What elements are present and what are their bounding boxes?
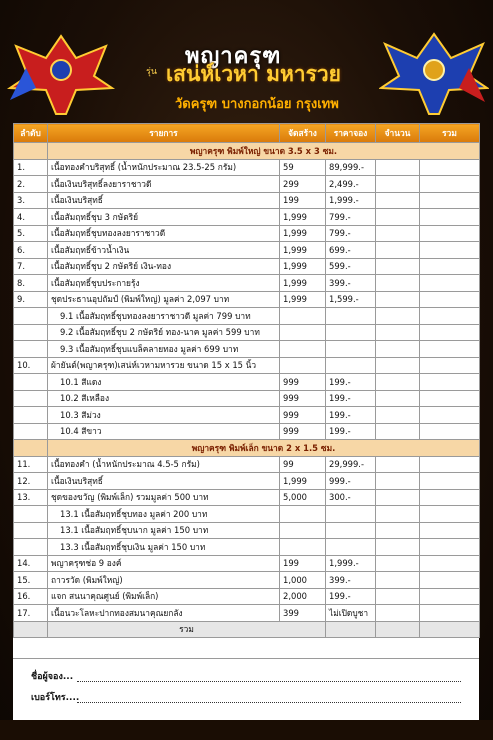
row-qty-cell[interactable] xyxy=(376,555,420,572)
row-no: 14. xyxy=(14,555,48,572)
row-qty-cell[interactable] xyxy=(376,572,420,589)
table-row xyxy=(14,275,480,292)
row-price xyxy=(326,522,376,539)
temple-name: วัดครุฑ บางกอกน้อย กรุงเทพ xyxy=(175,97,339,112)
row-qty-cell[interactable] xyxy=(376,489,420,506)
row-price: 599.- xyxy=(326,258,376,275)
row-total-cell[interactable] xyxy=(420,159,480,176)
row-qty-cell[interactable] xyxy=(376,159,420,176)
row-qty-cell[interactable] xyxy=(376,390,420,407)
section-row xyxy=(14,440,480,457)
garuda-emblem-right-icon xyxy=(379,28,489,118)
row-total-cell[interactable] xyxy=(420,176,480,193)
row-no: 11. xyxy=(14,456,48,473)
row-no: 15. xyxy=(14,572,48,589)
table-row xyxy=(14,357,480,374)
table-row xyxy=(14,473,480,490)
table-row xyxy=(14,225,480,242)
row-total-cell[interactable] xyxy=(420,588,480,605)
row-no: 10. xyxy=(14,357,48,374)
title-prefix: รุ่น xyxy=(146,67,157,77)
row-price xyxy=(326,341,376,358)
row-no: 8. xyxy=(14,275,48,292)
row-total-cell[interactable] xyxy=(420,341,480,358)
row-qty-cell[interactable] xyxy=(376,473,420,490)
table-row xyxy=(14,539,480,556)
row-price: 199.- xyxy=(326,374,376,391)
price-table xyxy=(13,123,480,638)
row-price: 799.- xyxy=(326,209,376,226)
table-row xyxy=(14,605,480,622)
table-row xyxy=(14,423,480,440)
row-total-cell[interactable] xyxy=(420,522,480,539)
row-no: 3. xyxy=(14,192,48,209)
row-price: ไม่เปิดบูชา xyxy=(326,605,376,622)
title-main: พญาครุฑ xyxy=(185,44,282,69)
row-no: 16. xyxy=(14,588,48,605)
row-qty-cell[interactable] xyxy=(376,225,420,242)
row-item: ถาวรวัด (พิมพ์ใหญ่) xyxy=(48,572,280,589)
buyer-info-box xyxy=(13,658,479,712)
row-item: แจก สนนาคุณศูนย์ (พิมพ์เล็ก) xyxy=(48,588,280,605)
row-price: 399.- xyxy=(326,572,376,589)
row-item: 13.1 เนื้อสัมฤทธิ์ชุบทอง มูลค่า 200 บาท xyxy=(48,506,280,523)
row-made: 999 xyxy=(280,423,326,440)
row-made xyxy=(280,539,326,556)
row-item: 9.1 เนื้อสัมฤทธิ์ชุบทองลงยาราชาวดี มูลค่า 799 บาท xyxy=(48,308,280,325)
row-made: 299 xyxy=(280,176,326,193)
row-no: 5. xyxy=(14,225,48,242)
row-price xyxy=(326,357,376,374)
row-total-cell[interactable] xyxy=(420,605,480,622)
table-row xyxy=(14,308,480,325)
row-qty-cell[interactable] xyxy=(376,407,420,424)
row-price: 89,999.- xyxy=(326,159,376,176)
row-no: 17. xyxy=(14,605,48,622)
row-made xyxy=(280,324,326,341)
table-row xyxy=(14,159,480,176)
row-price xyxy=(326,539,376,556)
row-made: 2,000 xyxy=(280,588,326,605)
table-row xyxy=(14,555,480,572)
total-sum-cell[interactable] xyxy=(420,621,480,638)
row-made: 199 xyxy=(280,555,326,572)
section-title: พญาครุฑ พิมพ์ใหญ่ ขนาด 3.5 x 3 ซม. xyxy=(48,143,480,160)
row-made: 59 xyxy=(280,159,326,176)
row-made xyxy=(280,506,326,523)
row-item: เนื้อสัมฤทธิ์ข้าวน้ำเงิน xyxy=(48,242,280,259)
col-header-total: รวม xyxy=(420,124,480,143)
row-qty-cell[interactable] xyxy=(376,192,420,209)
row-price: 699.- xyxy=(326,242,376,259)
row-price: 199.- xyxy=(326,407,376,424)
row-item: 10.1 สีแดง xyxy=(48,374,280,391)
row-made: 1,999 xyxy=(280,242,326,259)
row-made: 1,999 xyxy=(280,291,326,308)
row-price: 2,499.- xyxy=(326,176,376,193)
row-price: 999.- xyxy=(326,473,376,490)
row-item: เนื้อนวะโลหะปากทองสมนาคุณยกลัง xyxy=(48,605,280,622)
col-header-no: ลำดับ xyxy=(14,124,48,143)
row-no xyxy=(14,390,48,407)
table-row xyxy=(14,456,480,473)
row-qty-cell[interactable] xyxy=(376,275,420,292)
table-row xyxy=(14,176,480,193)
row-no: 6. xyxy=(14,242,48,259)
row-made: 1,000 xyxy=(280,572,326,589)
row-made: 399 xyxy=(280,605,326,622)
row-qty-cell[interactable] xyxy=(376,258,420,275)
row-item: เนื้อสัมฤทธิ์ชุบ 2 กษัตริย์ เงิน-ทอง xyxy=(48,258,280,275)
row-qty-cell[interactable] xyxy=(376,506,420,523)
row-item: เนื้อทองคำ (น้ำหนักประมาณ 4.5-5 กรัม) xyxy=(48,456,280,473)
row-qty-cell[interactable] xyxy=(376,374,420,391)
header-banner xyxy=(0,0,493,122)
table-row xyxy=(14,291,480,308)
row-no xyxy=(14,506,48,523)
table-row xyxy=(14,192,480,209)
row-item: 10.2 สีเหลือง xyxy=(48,390,280,407)
row-item: 13.3 เนื้อสัมฤทธิ์ชุบเงิน มูลค่า 150 บาท xyxy=(48,539,280,556)
row-price: 199.- xyxy=(326,390,376,407)
row-total-cell[interactable] xyxy=(420,242,480,259)
row-total-cell[interactable] xyxy=(420,407,480,424)
total-price-cell xyxy=(326,621,376,638)
row-price: 199.- xyxy=(326,423,376,440)
row-total-cell[interactable] xyxy=(420,390,480,407)
row-item: เนื้อทองคำบริสุทธิ์ (น้ำหนักประมาณ 23.5-25 กรัม) xyxy=(48,159,280,176)
row-item: พญาครุฑช่อ 9 องค์ xyxy=(48,555,280,572)
row-total-cell[interactable] xyxy=(420,275,480,292)
row-total-cell[interactable] xyxy=(420,506,480,523)
row-price: 1,599.- xyxy=(326,291,376,308)
row-total-cell[interactable] xyxy=(420,489,480,506)
row-item: เนื้อสัมฤทธิ์ชุบประกายรุ้ง xyxy=(48,275,280,292)
row-qty-cell[interactable] xyxy=(376,456,420,473)
row-item: เนื้อสัมฤทธิ์ชุบทองลงยาราชาวดี xyxy=(48,225,280,242)
row-price: 799.- xyxy=(326,225,376,242)
row-qty-cell[interactable] xyxy=(376,308,420,325)
table-row xyxy=(14,209,480,226)
row-made: 1,999 xyxy=(280,209,326,226)
row-total-cell[interactable] xyxy=(420,308,480,325)
row-no: 2. xyxy=(14,176,48,193)
section-spacer xyxy=(14,143,48,160)
row-item: ผ้ายันต์(พญาครุฑ)เสน่ห์เวหามหารวย ขนาด 15 x 15 นิ้ว xyxy=(48,357,280,374)
footer-band xyxy=(0,720,493,740)
row-price xyxy=(326,308,376,325)
row-qty-cell[interactable] xyxy=(376,176,420,193)
row-total-cell[interactable] xyxy=(420,423,480,440)
col-header-made: จัดสร้าง xyxy=(280,124,326,143)
col-header-item: รายการ xyxy=(48,124,280,143)
table-body xyxy=(14,143,480,638)
col-header-price: ราคาจอง xyxy=(326,124,376,143)
row-no xyxy=(14,423,48,440)
row-price: 300.- xyxy=(326,489,376,506)
table-row xyxy=(14,258,480,275)
row-no: 9. xyxy=(14,291,48,308)
table-row xyxy=(14,242,480,259)
row-price: 199.- xyxy=(326,588,376,605)
table-row xyxy=(14,407,480,424)
row-made: 1,999 xyxy=(280,225,326,242)
row-made: 1,999 xyxy=(280,473,326,490)
row-item: 13.1 เนื้อสัมฤทธิ์ชุบนาก มูลค่า 150 บาท xyxy=(48,522,280,539)
table-row xyxy=(14,572,480,589)
row-total-cell[interactable] xyxy=(420,291,480,308)
row-item: 9.3 เนื้อสัมฤทธิ์ชุบแบล็คลายทอง มูลค่า 699 บาท xyxy=(48,341,280,358)
row-item: เนื้อเงินบริสุทธิ์ลงยาราชาวดี xyxy=(48,176,280,193)
row-price: 29,999.- xyxy=(326,456,376,473)
col-header-qty: จำนวน xyxy=(376,124,420,143)
row-total-cell[interactable] xyxy=(420,456,480,473)
order-form-sheet xyxy=(13,123,479,720)
row-made: 199 xyxy=(280,192,326,209)
buyer-name-line[interactable] xyxy=(77,680,461,682)
row-item: เนื้อเงินบริสุทธิ์ xyxy=(48,192,280,209)
row-qty-cell[interactable] xyxy=(376,341,420,358)
row-no xyxy=(14,341,48,358)
row-no: 1. xyxy=(14,159,48,176)
row-price xyxy=(326,324,376,341)
row-item: 10.4 สีขาว xyxy=(48,423,280,440)
row-price: 1,999.- xyxy=(326,192,376,209)
row-price: 399.- xyxy=(326,275,376,292)
table-row xyxy=(14,489,480,506)
table-row xyxy=(14,506,480,523)
row-made: 5,000 xyxy=(280,489,326,506)
row-qty-cell[interactable] xyxy=(376,539,420,556)
row-made: 1,999 xyxy=(280,258,326,275)
table-row xyxy=(14,341,480,358)
row-total-cell[interactable] xyxy=(420,324,480,341)
row-no xyxy=(14,374,48,391)
row-total-cell[interactable] xyxy=(420,374,480,391)
row-made xyxy=(280,308,326,325)
row-qty-cell[interactable] xyxy=(376,423,420,440)
table-row xyxy=(14,390,480,407)
row-made: 1,999 xyxy=(280,275,326,292)
total-row xyxy=(14,621,480,638)
row-total-cell[interactable] xyxy=(420,539,480,556)
title-sub: เสน่ห์เวหา มหารวย xyxy=(166,62,341,86)
row-total-cell[interactable] xyxy=(420,209,480,226)
row-qty-cell[interactable] xyxy=(376,605,420,622)
buyer-phone-line[interactable] xyxy=(77,701,461,703)
row-no xyxy=(14,522,48,539)
row-qty-cell[interactable] xyxy=(376,522,420,539)
total-qty-cell[interactable] xyxy=(376,621,420,638)
row-made: 99 xyxy=(280,456,326,473)
row-total-cell[interactable] xyxy=(420,225,480,242)
row-price: 1,999.- xyxy=(326,555,376,572)
row-made xyxy=(280,522,326,539)
row-made xyxy=(280,357,326,374)
table-row xyxy=(14,588,480,605)
row-item: 10.3 สีม่วง xyxy=(48,407,280,424)
table-header-row xyxy=(14,124,480,143)
row-qty-cell[interactable] xyxy=(376,588,420,605)
row-no xyxy=(14,407,48,424)
row-qty-cell[interactable] xyxy=(376,242,420,259)
row-no: 12. xyxy=(14,473,48,490)
row-item: เนื้อสัมฤทธิ์ชุบ 3 กษัตริย์ xyxy=(48,209,280,226)
section-spacer xyxy=(14,440,48,457)
row-made xyxy=(280,341,326,358)
row-no xyxy=(14,324,48,341)
table-row xyxy=(14,522,480,539)
row-made: 999 xyxy=(280,390,326,407)
row-total-cell[interactable] xyxy=(420,258,480,275)
row-total-cell[interactable] xyxy=(420,473,480,490)
row-no: 7. xyxy=(14,258,48,275)
row-price xyxy=(326,506,376,523)
row-total-cell[interactable] xyxy=(420,192,480,209)
table-row xyxy=(14,374,480,391)
table-row xyxy=(14,324,480,341)
garuda-emblem-left-icon xyxy=(6,28,116,118)
row-made: 999 xyxy=(280,374,326,391)
row-qty-cell[interactable] xyxy=(376,291,420,308)
total-spacer xyxy=(14,621,48,638)
row-qty-cell[interactable] xyxy=(376,357,420,374)
total-label: รวม xyxy=(48,621,326,638)
row-no xyxy=(14,308,48,325)
row-no: 4. xyxy=(14,209,48,226)
row-total-cell[interactable] xyxy=(420,555,480,572)
row-no: 13. xyxy=(14,489,48,506)
row-no xyxy=(14,539,48,556)
buyer-phone-label: เบอร์โทร.... xyxy=(31,693,80,703)
buyer-name-label: ชื่อผู้จอง... xyxy=(31,672,74,682)
section-row xyxy=(14,143,480,160)
row-item: ชุดของขวัญ (พิมพ์เล็ก) รวมมูลค่า 500 บาท xyxy=(48,489,280,506)
row-qty-cell[interactable] xyxy=(376,209,420,226)
row-item: 9.2 เนื้อสัมฤทธิ์ชุบ 2 กษัตริย์ ทอง-นาค มูลค่า 599 บาท xyxy=(48,324,280,341)
row-made: 999 xyxy=(280,407,326,424)
section-title: พญาครุฑ พิมพ์เล็ก ขนาด 2 x 1.5 ซม. xyxy=(48,440,480,457)
row-total-cell[interactable] xyxy=(420,357,480,374)
row-item: ชุดประธานอุปถัมป์ (พิมพ์ใหญ่) มูลค่า 2,097 บาท xyxy=(48,291,280,308)
row-total-cell[interactable] xyxy=(420,572,480,589)
row-qty-cell[interactable] xyxy=(376,324,420,341)
row-item: เนื้อเงินบริสุทธิ์ xyxy=(48,473,280,490)
